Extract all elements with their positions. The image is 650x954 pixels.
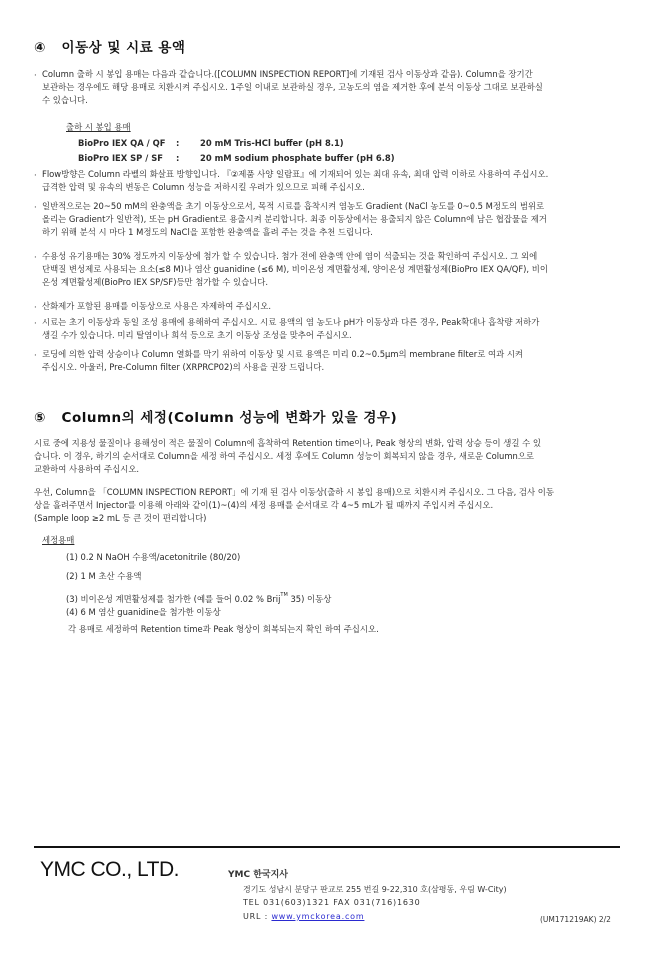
address: 경기도 성남시 분당구 판교로 255 번길 9-22,310 호(삼평동, 우림 W-City)	[243, 885, 507, 894]
solvent-value: 20 mM sodium phosphate buffer (pH 6.8)	[200, 153, 395, 163]
section-4-paragraph-6: 시료는 초기 이동상과 동일 조성 용매에 용해하여 주십시오. 시료 용액의 염 농도나 pH가 이동상과 다른 경우, Peak확대나 흡착량 저하가 생길 수가 있습니다. 미리 탈염이나 희석 등으로 초기 이동상 조성을 맞추어 주십시오.	[42, 317, 540, 340]
website	[243, 912, 364, 921]
list-item: (2) 1 M 초산 수용액	[66, 571, 142, 581]
wash-solvent-heading: 세정용매	[42, 535, 75, 545]
section-4-paragraph-1: Column 출하 시 봉입 용매는 다음과 같습니다.([COLUMN INSPECTION REPORT]에 기재된 검사 이동상과 같음). Column을 장기간 보관하는 경우에도 해당 용매로 치환시켜 주십시오. 1주일 이내로 보관하실 경우, 고농도의 염을 제거한 후에 분석 이동상 그대로 보관하실 수 있습니다.	[42, 69, 543, 105]
section-4-paragraph-4: 수용성 유기용매는 30% 정도까지 이동상에 첨가 할 수 있습니다. 첨가 전에 완충액 안에 염이 석출되는 것을 확인하여 주십시오. 그 외에 단백질 변성제로 사용되는 요소(≤8 M)나 염산 guanidine (≤6 M), 비이온성 계면활성제, 양이온성 계면활성제(BioPro IEX QA/QF), 비이 온성 계면활성제(BioPro IEX SP/SF)등만 첨가할 수 있습니다.	[42, 251, 548, 287]
bullet: ·	[34, 70, 37, 80]
section-4-paragraph-5: 산화제가 포함된 용매를 이동상으로 사용은 자제하여 주십시오.	[42, 301, 271, 311]
url-label: URL :	[243, 912, 269, 921]
closing-note: 각 용매로 세정하여 Retention time과 Peak 형상이 회복되는지 확인 하여 주십시오.	[68, 624, 379, 634]
section-5-title	[34, 406, 397, 426]
website-link[interactable]: www.ymckorea.com	[271, 912, 365, 921]
bullet: ·	[34, 302, 37, 312]
footer-divider	[34, 846, 620, 848]
section-4-number: ④	[34, 40, 46, 56]
section-5-paragraph-1: 시료 중에 지용성 물질이나 용해성이 적은 물질이 Column에 흡착하여 Retention time이나, Peak 형상의 변화, 압력 상승 등이 생길 수 있 습니다. 이 경우, 하기의 순서대로 Column을 세정 하여 주십시오. 세정 후에도 Column 성능이 회복되지 않을 경우, 새로운 Column으로 교환하여 사용하여 주십시오.	[34, 438, 541, 474]
solvent-name: BioPro IEX QA / QF	[78, 138, 166, 148]
document-code: (UM171219AK) 2/2	[540, 915, 611, 924]
bullet: ·	[34, 202, 37, 212]
branch-name: YMC 한국지사	[228, 870, 288, 880]
solvent-colon: :	[176, 153, 180, 163]
list-item: (1) 0.2 N NaOH 수용액/acetonitrile (80/20)	[66, 552, 241, 562]
bullet: ·	[34, 318, 37, 328]
bullet: ·	[34, 350, 37, 360]
section-5-heading: Column의 세정(Column 성능에 변화가 있을 경우)	[61, 410, 398, 426]
solvent-value: 20 mM Tris-HCl buffer (pH 8.1)	[200, 138, 344, 148]
trademark-mark: TM	[280, 592, 288, 598]
section-4-paragraph-2: Flow방향은 Column 라벨의 화살표 방향입니다. 『②제품 사양 일람표』에 기재되어 있는 최대 유속, 최대 압력 이하로 사용하여 주십시오. 급격한 압력 및 유속의 변동은 Column 성능을 저하시킬 우려가 있으므로 피해 주십시오.	[42, 169, 549, 192]
bullet: ·	[34, 252, 37, 262]
section-4-heading: 이동상 및 시료 용액	[61, 40, 186, 56]
list-item: (3) 비이온성 계면활성제를 첨가한 (예를 들어 0.02 % Brij™ 35) 이동상	[66, 592, 332, 604]
list-item: (4) 6 M 염산 guanidine을 첨가한 이동상	[66, 607, 221, 617]
shipping-solvent-heading: 출하 시 봉입 용매	[66, 122, 131, 132]
solvent-name: BioPro IEX SP / SF	[78, 153, 163, 163]
phone-fax: TEL 031(603)1321 FAX 031(716)1630	[243, 898, 421, 907]
section-4-paragraph-3: 일반적으로는 20~50 mM의 완충액을 초기 이동상으로서, 목적 시료를 흡착시켜 염농도 Gradient (NaCl 농도를 0~0.5 M정도의 범위로 올리는 Gradient가 일반적), 또는 pH Gradient로 용출시켜 분리합니다. 최종 이동상에서는 용출되지 않은 Column에 남은 협잡물을 제거 하기 위해 분석 시 마다 1 M정도의 NaCl을 포함한 완충액을 흘려 주는 것을 추천 드립니다.	[42, 201, 547, 237]
section-5-paragraph-2: 우선, Column을 「COLUMN INSPECTION REPORT」에 기재 된 검사 이동상(출하 시 봉입 용매)으로 치환시켜 주십시오. 그 다음, 검사 이동 상을 흘려주면서 Injector를 이용해 아래와 같이(1)~(4)의 세정 용매를 순서대로 각 4~5 mL가 될 때까지 주입시켜 주십시오. (Sample loop ≥2 mL 등 큰 것이 편리합니다)	[34, 487, 554, 523]
company-logo-text: YMC CO., LTD.	[40, 858, 179, 881]
bullet: ·	[34, 170, 37, 180]
section-5-number: ⑤	[34, 410, 46, 426]
section-4-title	[34, 36, 185, 56]
solvent-colon: :	[176, 138, 180, 148]
section-4-paragraph-7: 로딩에 의한 압력 상승이나 Column 열화를 막기 위하여 이동상 및 시료 용액은 미리 0.2~0.5μm의 membrane filter로 여과 시켜 주십시오. 아울러, Pre-Column filter (XRPRCP02)의 사용을 권장 드립니다.	[42, 349, 524, 372]
